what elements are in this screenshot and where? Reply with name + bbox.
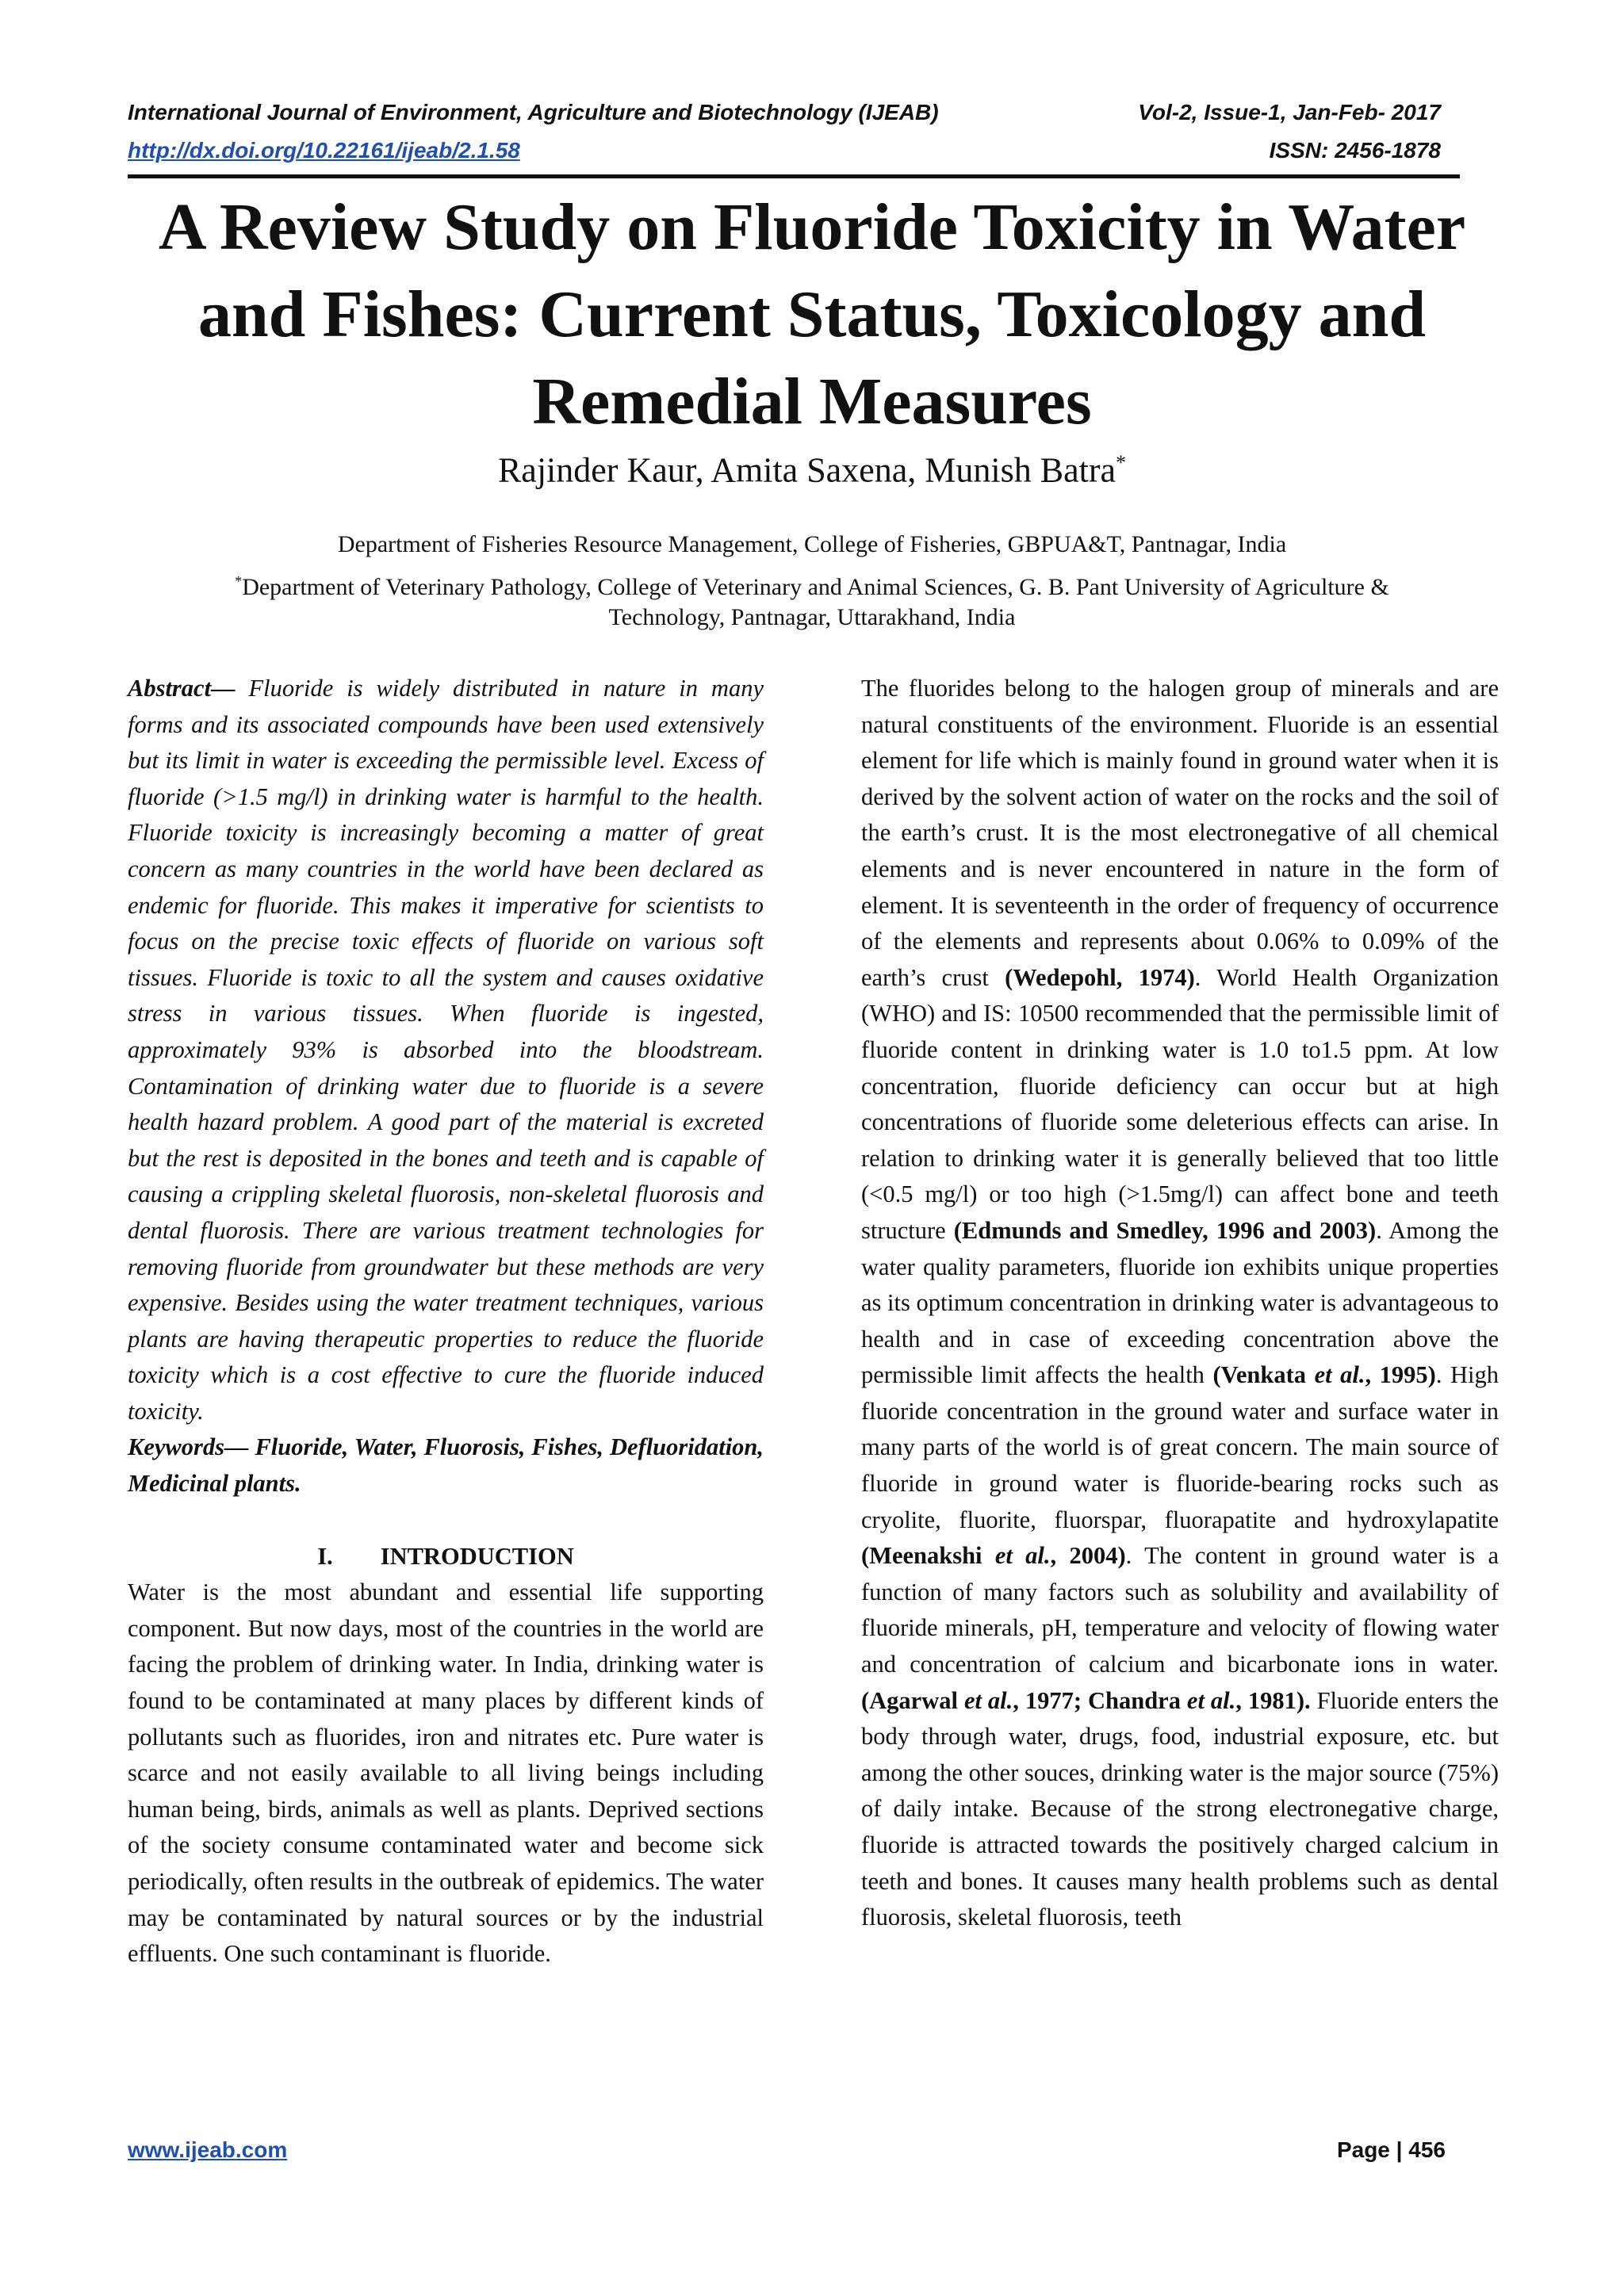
section-heading-introduction xyxy=(128,1539,764,1575)
left-column xyxy=(128,671,764,1973)
header-rule xyxy=(128,174,1460,178)
abstract xyxy=(128,671,764,1429)
author-names: Rajinder Kaur, Amita Saxena, Munish Batra xyxy=(497,450,1116,490)
journal-website-link[interactable]: www.ijeab.com xyxy=(128,2137,288,2162)
citation xyxy=(861,1542,1126,1569)
author-list xyxy=(119,441,1505,493)
title-line-3: Remedial Measures xyxy=(532,365,1092,438)
journal-name: International Journal of Environment, Agriculture and Biotechnology (IJEAB) xyxy=(128,100,939,124)
body-text: The fluorides belong to the halogen group of minerals and are natural constituents of the environment. Fluoride is an essential element for life which is mainly found in ground water when it is derived by the solvent action of water on the rocks and the soil of the earth’s crust. It is the most electronegative of all chemical elements and is never encountered in nature in the form of element. It is seventeenth in the order of frequency of occurrence of the elements and represents about 0.06% to 0.09% of the earth’s crust xyxy=(861,675,1499,991)
right-paragraph xyxy=(861,671,1499,1936)
author-mark: * xyxy=(1116,451,1127,474)
citation-part: (Agarwal xyxy=(861,1686,958,1714)
citation xyxy=(1213,1361,1436,1388)
section-number: I. xyxy=(317,1542,333,1570)
abstract-text: Fluoride is widely distributed in nature in many forms and its associated compounds have been used extensively but its limit in water is exceeding the permissible level. Excess of fluoride (>1.5 mg/l) in drinking water is harmful to the health. Fluoride toxicity is increasingly becoming a matter of great concern as many countries in the world have been declared as endemic for fluoride. This makes it imperative for scientists to focus on the precise toxic effects of fluoride on various soft tissues. Fluoride is toxic to all the system and causes oxidative stress in various tissues. When fluoride is ingested, approximately 93% is absorbed into the bloodstream. Contamination of drinking water due to fluoride is a severe health hazard problem. A good part of the material is excreted but the rest is deposited in the bones and teeth and is capable of causing a crippling skeletal fluorosis, non-skeletal fluorosis and dental fluorosis. There are various treatment technologies for removing fluoride from groundwater but these methods are very expensive. Besides using the water treatment techniques, various plants are having therapeutic properties to reduce the fluoride toxicity which is a cost effective to cure the fluoride induced toxicity. xyxy=(128,675,764,1425)
citation-part: (Venkata xyxy=(1212,1361,1307,1389)
citation-etal: et al. xyxy=(1314,1361,1365,1389)
section-title: INTRODUCTION xyxy=(380,1542,574,1570)
citation-etal: et al. xyxy=(1186,1686,1236,1714)
keywords-text: Fluoride, Water, Fluorosis, Fishes, Defluoridation, Medicinal plants. xyxy=(128,1433,764,1498)
body-text: . High fluoride concentration in the ground water and surface water in many parts of the world is of great concern. The main source of fluoride in ground water is fluoride-bearing rocks such as cryolite, fluorite, fluorspar, fluorapatite and hydroxylapatite xyxy=(861,1361,1500,1533)
citation-part: , 2004) xyxy=(1050,1542,1126,1570)
body-text: . Among the water quality parameters, fluoride ion exhibits unique properties as its optimum concentration in drinking water is advantageous to health and in case of exceeding concentration above the permissible limit affects the health xyxy=(861,1216,1499,1389)
affiliation-3: Technology, Pantnagar, Uttarakhand, India xyxy=(608,604,1016,630)
keywords-label: Keywords— xyxy=(128,1433,249,1461)
citation-etal: et al. xyxy=(963,1686,1013,1714)
body-text: Fluoride enters the body through water, drugs, food, industrial exposure, etc. but among the other souces, drinking water is the major source (75%) of daily intake. Because of the strong electronegative charge, fluoride is attracted towards the positively charged calcium in teeth and bones. It causes many health problems such as dental fluorosis, skeletal fluorosis, teeth xyxy=(861,1686,1499,1931)
intro-paragraph: Water is the most abundant and essential life supporting component. But now days, most of the countries in the world are facing the problem of drinking water. In India, drinking water is found to be contaminated at many places by different kinds of pollutants such as fluorides, iron and nitrates etc. Pure water is scarce and not easily available to all living beings including human being, birds, animals as well as plants. Deprived sections of the society consume contaminated water and become sick periodically, often results in the outbreak of epidemics. The water may be contaminated by natural sources or by the industrial effluents. One such contaminant is fluoride. xyxy=(128,1578,764,1968)
citation-etal: et al. xyxy=(994,1542,1051,1570)
citation xyxy=(861,1687,1311,1714)
title-line-2: and Fishes: Current Status, Toxicology and xyxy=(197,277,1427,351)
volume-issue: Vol-2, Issue-1, Jan-Feb- 2017 xyxy=(1138,100,1441,124)
title-line-1: A Review Study on Fluoride Toxicity in Water xyxy=(158,190,1466,264)
issn: ISSN: 2456-1878 xyxy=(1269,138,1441,163)
citation: (Wedepohl, 1974) xyxy=(1005,963,1195,991)
citation-part: , 1977; Chandra xyxy=(1013,1686,1181,1714)
citation-part: (Meenakshi xyxy=(861,1542,982,1570)
page-number: Page | 456 xyxy=(1336,2137,1446,2162)
right-column xyxy=(861,671,1499,1936)
citation-part: , 1981). xyxy=(1235,1686,1311,1714)
abstract-label: Abstract— xyxy=(128,675,236,702)
affiliation-1: Department of Fisheries Resource Management, College of Fisheries, GBPUA&T, Pantnagar, India xyxy=(337,531,1287,557)
keywords xyxy=(128,1429,764,1502)
citation: (Edmunds and Smedley, 1996 and 2003) xyxy=(953,1216,1377,1244)
body-text: . World Health Organization (WHO) and IS: 10500 recommended that the permissible limit of fluoride content in drinking water is 1.0 to1.5 ppm. At low concentration, fluoride deficiency can occur but at high concentrations of fluoride some deleterious effects can arise. In relation to drinking water it is generally believed that too little (<0.5 mg/l) or too high (>1.5mg/l) can affect bone and teeth structure xyxy=(861,963,1499,1244)
paper-title xyxy=(119,184,1505,446)
affiliation-mark: * xyxy=(235,573,243,589)
body-text: . The content in ground water is a function of many factors such as solubility and availability of fluoride minerals, pH, temperature and velocity of flowing water and concentration of calcium and bicarbonate ions in water. xyxy=(861,1542,1499,1678)
affiliation-2-text: Department of Veterinary Pathology, College of Veterinary and Animal Sciences, G. B. Pant University of Agriculture & xyxy=(242,574,1389,600)
citation-part: , 1995) xyxy=(1365,1361,1436,1389)
doi-link[interactable]: http://dx.doi.org/10.22161/ijeab/2.1.58 xyxy=(128,138,520,163)
